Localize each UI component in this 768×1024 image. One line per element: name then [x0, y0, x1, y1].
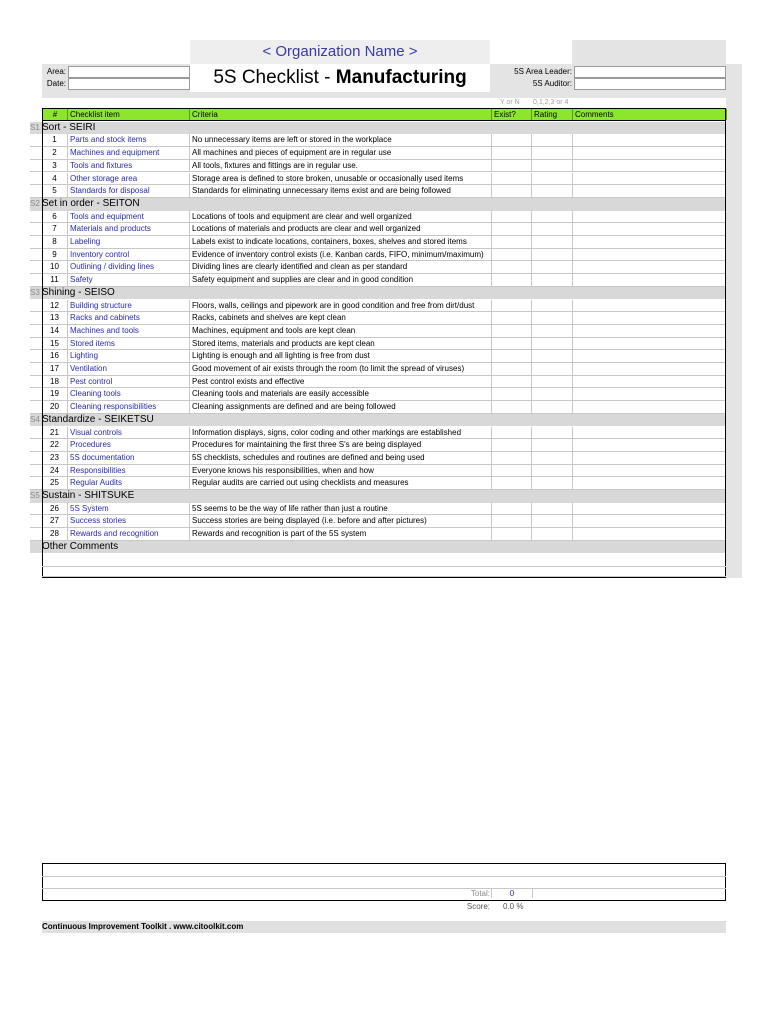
checklist-item[interactable]: Rewards and recognition [67, 528, 189, 540]
section-code: S5 [30, 491, 40, 500]
comment-line[interactable] [42, 566, 726, 567]
col-exist-header: Exist? [492, 109, 532, 120]
checklist-item[interactable]: Stored items [67, 338, 189, 350]
item-number: 26 [50, 503, 59, 513]
item-number: 13 [50, 313, 59, 323]
item-number: 3 [52, 160, 57, 170]
criteria-text: Information displays, signs, color coding and other markings are established [189, 427, 491, 439]
organization-name[interactable]: < Organization Name > [190, 40, 490, 64]
item-number: 6 [52, 211, 57, 221]
item-number: 2 [52, 148, 57, 158]
criteria-text: Storage area is defined to store broken, unusable or occasionally used items [189, 173, 491, 185]
leader-field[interactable] [574, 66, 726, 78]
criteria-text: Pest control exists and effective [189, 376, 491, 388]
checklist-item[interactable]: Standards for disposal [67, 185, 189, 197]
criteria-text: Labels exist to indicate locations, containers, boxes, shelves and stored items [189, 236, 491, 248]
checklist-item[interactable]: Ventilation [67, 363, 189, 375]
item-number: 8 [52, 237, 57, 246]
item-number: 10 [50, 262, 59, 272]
col-criteria-header: Criteria [190, 109, 492, 120]
criteria-text: Locations of materials and products are clear and well organized [189, 223, 491, 235]
checklist-item[interactable]: Pest control [67, 376, 189, 388]
criteria-text: Machines, equipment and tools are kept clean [189, 325, 491, 337]
item-number: 28 [50, 529, 59, 539]
section-name: Set in order - SEITON [42, 197, 140, 209]
section-code: S2 [30, 198, 40, 208]
item-number: 23 [50, 452, 59, 462]
checklist-item[interactable]: Machines and tools [67, 325, 189, 337]
comment-line[interactable] [42, 576, 726, 577]
item-number: 20 [50, 402, 59, 412]
criteria-text: Cleaning tools and materials are easily accessible [189, 388, 491, 400]
item-number: 25 [50, 478, 59, 488]
criteria-text: Standards for eliminating unnecessary items exist and are being followed [189, 185, 491, 197]
item-number: 12 [50, 300, 59, 310]
criteria-text: Rewards and recognition is part of the 5S system [189, 528, 491, 540]
item-number: 5 [52, 186, 57, 196]
date-label: Date: [46, 79, 66, 88]
side-bg-right [726, 64, 742, 578]
criteria-text: Locations of tools and equipment are clear and well organized [189, 211, 491, 223]
criteria-text: All tools, fixtures and fittings are in regular use. [189, 160, 491, 172]
item-number: 14 [50, 325, 59, 335]
footer [42, 921, 726, 933]
criteria-text: Lighting is enough and all lighting is free from dust [189, 350, 491, 362]
checklist-item[interactable]: Outlining / dividing lines [67, 261, 189, 273]
criteria-text: Cleaning assignments are defined and are being followed [189, 401, 491, 413]
col-num-header: # [43, 109, 68, 120]
section-code: S3 [30, 287, 40, 297]
footer-text[interactable]: Continuous Improvement Toolkit . www.citoolkit.com [42, 922, 244, 931]
item-number: 11 [50, 275, 59, 285]
date-field[interactable] [68, 78, 190, 90]
section-code: S4 [30, 414, 40, 424]
checklist-item[interactable]: Cleaning responsibilities [67, 401, 189, 413]
leader-label: 5S Area Leader: [514, 67, 572, 76]
criteria-text: 5S checklists, schedules and routines are defined and being used [189, 452, 491, 464]
checklist-item[interactable]: Success stories [67, 515, 189, 527]
checklist-item[interactable]: Tools and equipment [67, 211, 189, 223]
item-number: 15 [50, 338, 59, 348]
item-number: 1 [52, 135, 57, 145]
checklist-item[interactable]: Materials and products [67, 223, 189, 235]
criteria-text: Procedures for maintaining the first three S's are being displayed [189, 439, 491, 451]
checklist-item[interactable]: 5S System [67, 503, 189, 515]
checklist-item[interactable]: Machines and equipment [67, 147, 189, 159]
auditor-field[interactable] [574, 78, 726, 90]
checklist-item[interactable]: Parts and stock items [67, 134, 189, 146]
checklist-item[interactable]: 5S documentation [67, 452, 189, 464]
item-number: 21 [50, 427, 59, 437]
item-number: 17 [50, 364, 59, 373]
checklist-frame [42, 108, 726, 578]
item-number: 16 [50, 351, 59, 361]
section-name: Sort - SEIRI [42, 121, 96, 133]
section-name: Shining - SEISO [42, 286, 115, 298]
exist-hint: Y or N [500, 99, 520, 106]
checklist-item[interactable]: Safety [67, 274, 189, 286]
criteria-text: Stored items, materials and products are kept clean [189, 338, 491, 350]
criteria-text: Racks, cabinets and shelves are kept clean [189, 312, 491, 324]
total-value: 0 [491, 889, 533, 898]
col-item-header: Checklist item [68, 109, 190, 120]
criteria-text: Success stories are being displayed (i.e. before and after pictures) [189, 515, 491, 527]
col-rating-header: Rating [532, 109, 573, 120]
checklist-item[interactable]: Lighting [67, 350, 189, 362]
criteria-text: All machines and pieces of equipment are in regular use [189, 147, 491, 159]
criteria-text: Safety equipment and supplies are clear and in good condition [189, 274, 491, 286]
header-bg-strip [42, 92, 726, 98]
checklist-item[interactable]: Responsibilities [67, 465, 189, 477]
item-number: 22 [50, 440, 59, 450]
col-comments-header: Comments [573, 109, 727, 120]
checklist-item[interactable]: Inventory control [67, 249, 189, 261]
criteria-text: Everyone knows his responsibilities, when and how [189, 465, 491, 477]
criteria-text: Floors, walls, ceilings and pipework are in good condition and free from dirt/dust [189, 300, 491, 312]
totals-frame [42, 863, 726, 901]
title-prefix: 5S Checklist - [213, 67, 336, 88]
area-field[interactable] [68, 66, 190, 78]
criteria-text: Good movement of air exists through the room (to limit the spread of viruses) [189, 363, 491, 375]
item-number: 7 [52, 224, 57, 234]
checklist-item[interactable]: Visual controls [67, 427, 189, 439]
checklist-item[interactable]: Labeling [67, 236, 189, 248]
totals-line-2 [42, 888, 726, 889]
page-title [190, 64, 490, 92]
item-number: 18 [50, 376, 59, 386]
criteria-text: Regular audits are carried out using checklists and measures [189, 477, 491, 489]
checklist-item[interactable]: Racks and cabinets [67, 312, 189, 324]
auditor-label: 5S Auditor: [532, 79, 572, 88]
title-bold: Manufacturing [335, 67, 467, 88]
rating-hint: 0,1,2,3 or 4 [533, 99, 569, 106]
section-name: Sustain - SHITSUKE [42, 490, 135, 501]
checklist-item[interactable]: Tools and fixtures [67, 160, 189, 172]
item-number: 27 [50, 516, 59, 526]
criteria-text: Evidence of inventory control exists (i.e. Kanban cards, FIFO, minimum/maximum) [189, 249, 491, 261]
score-label: Score: [466, 902, 490, 911]
area-label: Area: [46, 67, 66, 76]
section-name: Standardize - SEIKETSU [42, 413, 154, 425]
totals-line-1 [42, 876, 726, 877]
checklist-item[interactable]: Cleaning tools [67, 388, 189, 400]
score-value: 0.0 % [503, 902, 524, 911]
item-number: 9 [52, 249, 57, 259]
checklist-item[interactable]: Building structure [67, 300, 189, 312]
checklist-item[interactable]: Procedures [67, 439, 189, 451]
total-label: Total: [470, 889, 490, 898]
item-number: 24 [50, 465, 59, 475]
item-number: 19 [50, 389, 59, 399]
criteria-text: 5S seems to be the way of life rather than just a routine [189, 503, 491, 515]
criteria-text: No unnecessary items are left or stored in the workplace [189, 134, 491, 146]
item-number: 4 [52, 173, 57, 183]
checklist-item[interactable]: Regular Audits [67, 477, 189, 489]
checklist-item[interactable]: Other storage area [67, 173, 189, 185]
header-bg-right-top [572, 40, 726, 64]
section-code: S1 [30, 122, 40, 132]
other-comments-label: Other Comments [42, 540, 119, 552]
criteria-text: Dividing lines are clearly identified and clean as per standard [189, 261, 491, 273]
